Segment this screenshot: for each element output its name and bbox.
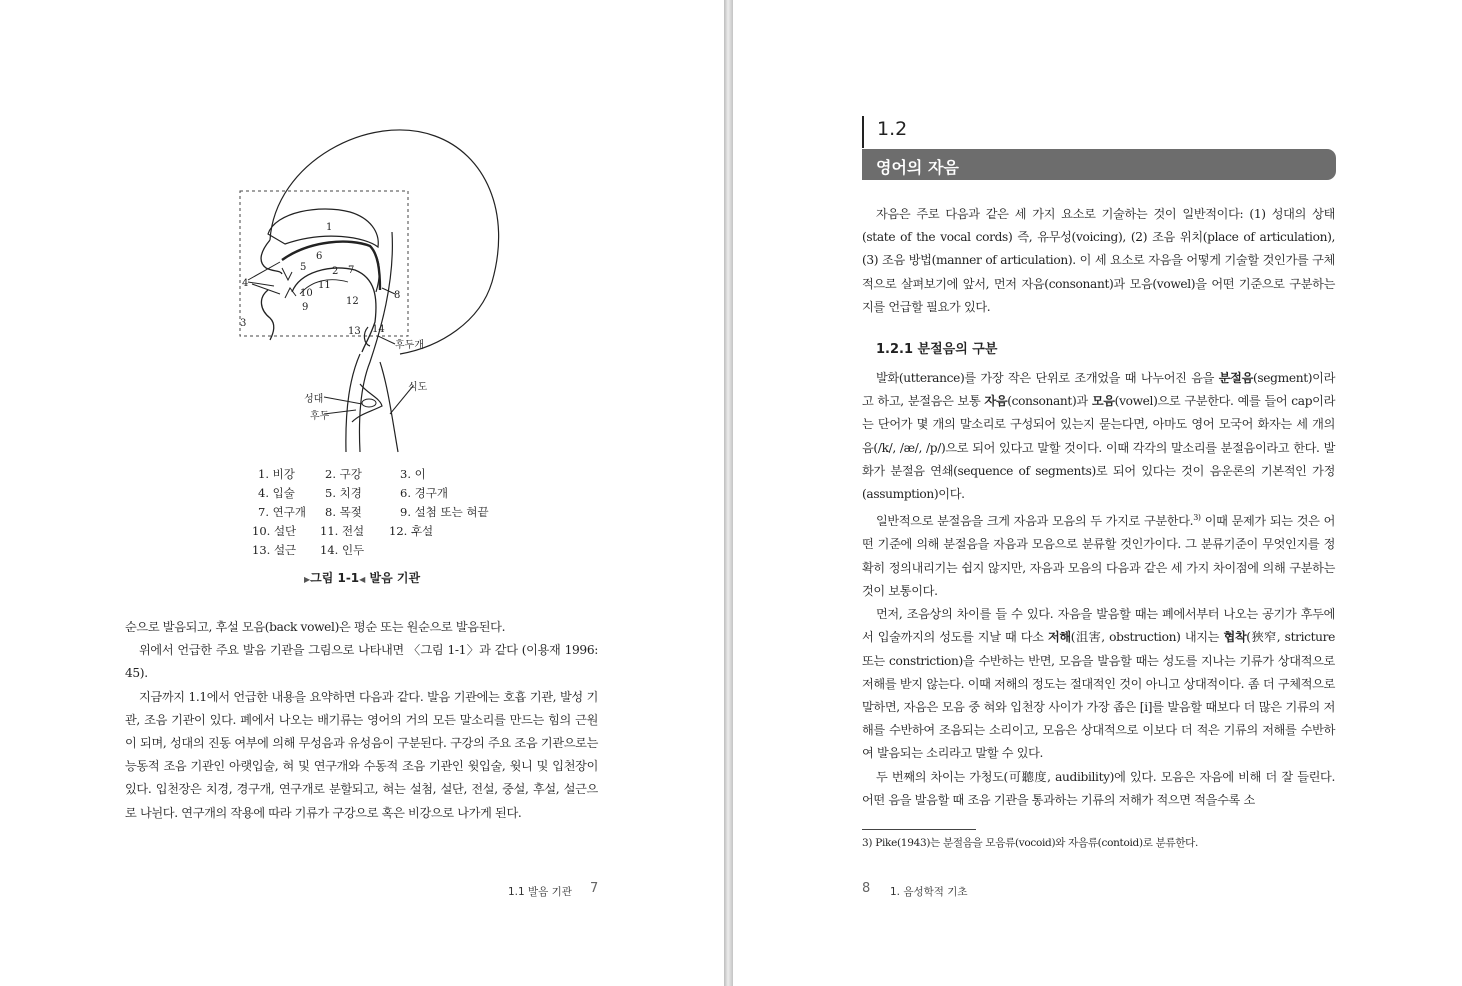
label-2: 2 xyxy=(332,266,339,277)
section-number: 1.2 xyxy=(877,118,908,140)
left-page xyxy=(0,0,724,986)
legend-item: 2. 구강 xyxy=(325,467,362,481)
text-run: (vowel)으로 구분한다. 예를 들어 cap이라는 단어가 몇 개의 말소리로 구성되어 있는지 묻는다면, 아마도 영어 모국어 화자는 세 개의 음(/k/, /æ/, /p/)으로 되어 있다고 말할 것이다. 이때 각각의 말소리를 분절음이라고 한다. 발화가 분절음 연쇄(sequence of segments)로 되어 있다는 것이 음운론의 기본적인 가정(assumption)이다. xyxy=(862,394,1335,502)
articulatory-organs-figure xyxy=(230,122,510,457)
label-vocal-folds: 성대 xyxy=(304,394,324,405)
text-run: (狹窄, stricture 또는 constriction)을 수반하는 반면, 모음을 발음할 때는 성도를 지나는 기류가 상대적으로 저해를 받지 않는다. 이때 저해의 정도는 절대적인 것이 아니고 상대적이다. 좀 더 구체적으로 말하면, 자음은 모음 중 혀와 입천장 사이가 가장 좁은 [i]를 발음할 때보다 더 많은 기류의 저해를 수반하여 조음되는 소리이고, 모음은 상대적으로 이보다 더 적은 기류의 저해를 수반하여 발음되는 소리라고 말할 수 있다. xyxy=(862,630,1336,761)
text-run: 먼저, 조음상의 차이를 들 수 있다. 자음을 발음할 때는 폐에서부터 나오는 공기가 후두에서 입술까지의 성도를 지날 때 다소 xyxy=(862,607,1335,645)
section-marker xyxy=(862,116,864,148)
caption-number: 그림 1-1 xyxy=(310,571,360,585)
legend-item: 4. 입술 xyxy=(258,486,295,500)
book-gutter xyxy=(724,0,733,986)
label-9: 9 xyxy=(302,302,309,313)
label-14: 14 xyxy=(372,324,385,335)
label-13: 13 xyxy=(348,326,361,337)
label-larynx: 후두 xyxy=(310,411,330,422)
lower-teeth xyxy=(285,288,296,298)
intro-paragraph: 자음은 주로 다음과 같은 세 가지 요소로 기술하는 것이 일반적이다: (1) 성대의 상태(state of the vocal cords) 즉, 유무성(voicing), (2) 조음 위치(place of articulation), (3) 조음 방법(manner of articulation). 이 세 요소로 자음을 어떻게 기술할 것인가를 구체적으로 살펴보기에 앞서, 먼저 자음(consonant)과 모음(vowel)을 어떤 기준으로 구분하는지를 언급할 필요가 있다. xyxy=(862,207,1335,314)
paragraph xyxy=(862,367,1335,506)
caption-right-triangle-icon: ◀ xyxy=(359,575,366,584)
figure-caption xyxy=(0,569,724,586)
paragraph: 지금까지 1.1에서 언급한 내용을 요약하면 다음과 같다. 발음 기관에는 호흡 기관, 발성 기관, 조음 기관이 있다. 폐에서 나오는 배기류는 영어의 거의 모든 말소리를 만드는 힘의 근원이 되며, 성대의 진동 여부에 의해 무성음과 유성음이 구분된다. 구강의 주요 조음 기관으로는 능동적 조음 기관인 아랫입술, 혀 및 연구개와 수동적 조음 기관인 윗입술, 윗니 및 입천장이 있다. 입천장은 치경, 경구개, 연구개로 분할되고, 혀는 설첨, 설단, 전설, 중설, 후설, 설근으로 나뉜다. 연구개의 작용에 따라 기류가 구강으로 혹은 비강으로 나가게 된다. xyxy=(125,689,598,820)
label-7: 7 xyxy=(348,265,355,276)
legend-item: 6. 경구개 xyxy=(400,486,448,500)
text-run: (沮害, obstruction) 내지는 xyxy=(1070,630,1224,645)
subsection-heading: 1.2.1 분절음의 구분 xyxy=(876,342,998,357)
label-11: 11 xyxy=(318,280,331,291)
page-number-right: 8 xyxy=(862,881,871,896)
label-6: 6 xyxy=(316,251,323,262)
legend-item: 13. 설근 xyxy=(252,543,297,557)
text-run: 발화(utterance)를 가장 작은 단위로 조개었을 때 나누어진 음을 xyxy=(876,371,1219,385)
vocal-folds-shape xyxy=(362,399,376,407)
pharynx-back xyxy=(359,232,392,452)
term-consonant: 자음 xyxy=(984,394,1008,409)
legend-item: 7. 연구개 xyxy=(258,505,306,519)
page-number-left: 7 xyxy=(590,881,599,896)
label-4: 4 xyxy=(242,278,249,289)
upper-lip xyxy=(261,240,282,274)
caption-left-triangle-icon: ▶ xyxy=(303,575,311,584)
section-title: 영어의 자음 xyxy=(876,158,959,177)
running-footer-right: 1. 음성학적 기초 xyxy=(890,886,968,898)
paragraph xyxy=(862,603,1335,765)
text-run: (consonant)과 xyxy=(1007,394,1092,409)
label-3: 3 xyxy=(240,318,247,329)
legend-row xyxy=(246,542,546,561)
legend-item: 12. 후설 xyxy=(389,524,434,538)
legend-row xyxy=(246,504,546,523)
term-vowel: 모음 xyxy=(1091,394,1115,409)
term-segment: 분절음 xyxy=(1218,371,1253,385)
label-8: 8 xyxy=(394,290,401,301)
legend-item: 8. 목젖 xyxy=(325,505,362,519)
running-footer-left: 1.1 발음 기관 xyxy=(508,886,572,898)
text-run: 일반적으로 분절음을 크게 자음과 모음의 두 가지로 구분한다. xyxy=(876,514,1194,529)
legend-row xyxy=(246,485,546,504)
figure-legend xyxy=(246,466,546,561)
vocal-tract-diagram xyxy=(230,122,510,457)
legend-item: 10. 설단 xyxy=(252,524,297,538)
nasal-cavity xyxy=(268,209,378,247)
legend-item: 1. 비강 xyxy=(258,467,295,481)
text-run: (segment)이라고 하고, 분절음은 보통 xyxy=(862,371,1335,409)
legend-row xyxy=(246,466,546,485)
footnote-ref: 3) xyxy=(1193,513,1201,523)
footnote-rule xyxy=(862,829,976,830)
paragraph: 위에서 언급한 주요 발음 기관을 그림으로 나타내면 〈그림 1-1〉과 같다 (이용재 1996: 45). xyxy=(125,643,598,681)
label-epiglottis: 후두개 xyxy=(395,340,424,351)
lower-lip xyxy=(261,290,273,340)
label-5: 5 xyxy=(300,262,307,273)
footnote: 3) Pike(1943)는 분절음을 모음류(vocoid)와 자음류(contoid)로 분류한다. xyxy=(862,837,1199,849)
label-esophagus: 식도 xyxy=(408,382,428,393)
term-obstruction: 저해 xyxy=(1047,630,1071,645)
left-body-text xyxy=(125,616,598,825)
legend-item: 5. 치경 xyxy=(325,486,362,500)
head-outline xyxy=(270,130,499,354)
right-body-text xyxy=(862,367,1335,812)
palate xyxy=(282,242,380,290)
legend-row xyxy=(246,523,546,542)
term-stricture: 협착 xyxy=(1223,630,1247,645)
legend-item: 14. 인두 xyxy=(320,543,365,557)
label-12: 12 xyxy=(346,296,359,307)
label-1: 1 xyxy=(326,222,333,233)
upper-teeth xyxy=(282,268,292,280)
paragraph: 두 번째의 차이는 가청도(可聽度, audibility)에 있다. 모음은 자음에 비해 더 잘 들린다. 어떤 음을 발음할 때 조음 기관을 통과하는 기류의 저해가 적으면 적을수록 소 xyxy=(862,769,1335,807)
paragraph: 순으로 발음되고, 후설 모음(back vowel)은 평순 또는 원순으로 발음된다. xyxy=(125,620,506,634)
legend-item: 11. 전설 xyxy=(320,524,365,538)
legend-item: 9. 설첨 또는 혀끝 xyxy=(400,505,489,519)
dashed-box xyxy=(240,191,408,336)
paragraph xyxy=(862,506,1335,603)
label-10: 10 xyxy=(300,288,313,299)
text-run: 이때 문제가 되는 것은 어떤 기준에 의해 분절음을 자음과 모음으로 분류할 것인가이다. 그 분류기준이 무엇인지를 정확히 정의내리기는 쉽지 않지만, 자음과 모음의 다음과 같은 세 가지 차이점에 의해 구분하는 것이 보통이다. xyxy=(862,514,1335,598)
legend-item: 3. 이 xyxy=(400,467,426,481)
caption-title: 발음 기관 xyxy=(369,571,421,585)
